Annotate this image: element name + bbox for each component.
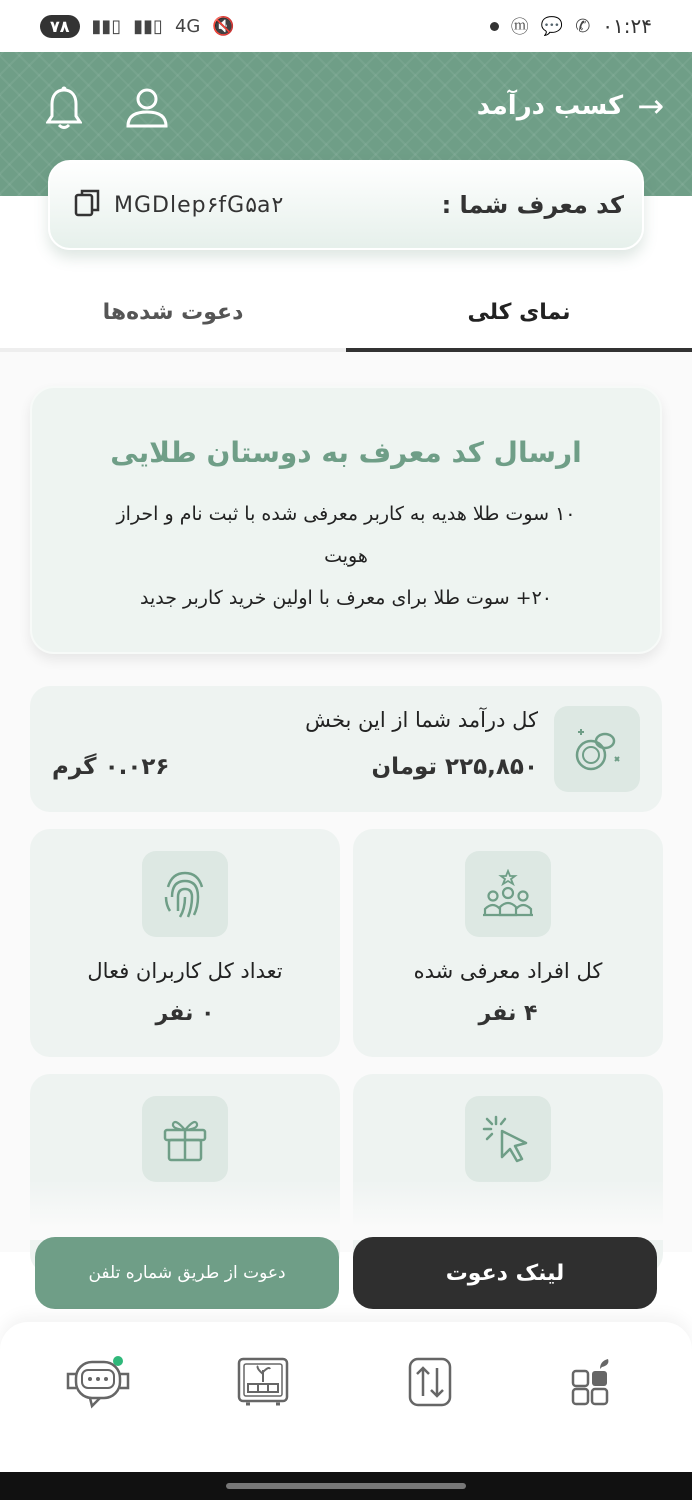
fingerprint-icon xyxy=(142,851,228,937)
mute-icon: 🔇 xyxy=(212,15,235,37)
scroll-fade xyxy=(0,1180,692,1240)
system-navigation-bar xyxy=(0,1472,692,1500)
home-handle[interactable] xyxy=(226,1483,466,1489)
promo-card xyxy=(30,386,662,654)
status-left xyxy=(40,15,235,38)
income-toman: ۲۲۵,۸۵۰ تومان xyxy=(371,754,538,780)
gold-store-icon[interactable] xyxy=(225,1352,301,1412)
referral-code-card xyxy=(48,160,644,250)
income-gram: ۰.۰۲۶ گرم xyxy=(52,754,170,780)
tab-overview[interactable]: نمای کلی xyxy=(346,276,692,348)
referral-code: MGDlep۶fG۵a۲ xyxy=(114,192,284,218)
back-button[interactable] xyxy=(476,87,664,125)
status-right xyxy=(490,13,652,39)
tab-invited[interactable]: دعوت شده‌ها xyxy=(102,299,244,325)
notification-dot-icon xyxy=(490,22,499,31)
bell-icon[interactable] xyxy=(46,86,82,130)
network-type: 4G xyxy=(174,15,201,37)
gift-icon xyxy=(142,1096,228,1182)
battery-indicator: ۷۸ xyxy=(40,15,80,38)
support-chat-icon[interactable] xyxy=(60,1352,136,1412)
stat-value: ۴ نفر xyxy=(478,1001,538,1026)
stat-title: تعداد کل کاربران فعال xyxy=(87,959,283,983)
transfer-icon[interactable] xyxy=(392,1352,468,1412)
invite-link-button[interactable]: لینک دعوت xyxy=(353,1237,657,1309)
clock: ۰۱:۲۴ xyxy=(602,14,652,38)
invite-phone-button[interactable]: دعوت از طریق شماره تلفن xyxy=(35,1237,339,1309)
referral-label: کد معرف شما : xyxy=(441,191,624,219)
promo-line-1: ۱۰ سوت طلا هدیه به کاربر معرفی شده با ثبت نام و احراز هویت xyxy=(116,503,576,567)
tab-bar xyxy=(0,276,692,352)
dashboard-icon[interactable] xyxy=(555,1352,631,1412)
copy-icon[interactable] xyxy=(74,188,100,222)
stat-card-referred xyxy=(353,829,663,1057)
stat-title: کل افراد معرفی شده xyxy=(413,959,603,983)
status-bar xyxy=(0,0,692,52)
promo-title: ارسال کد معرف به دوستان طلایی xyxy=(110,436,582,469)
header-actions xyxy=(46,86,170,130)
signal-icon: ▮▮▯ xyxy=(91,15,122,37)
promo-line-2: ۲۰+ سوت طلا برای معرف با اولین خرید کاربر جدید xyxy=(140,587,552,609)
coins-icon xyxy=(554,706,640,792)
click-cursor-icon xyxy=(465,1096,551,1182)
arrow-right-icon[interactable]: → xyxy=(637,87,664,125)
income-card xyxy=(30,686,662,812)
income-title: کل درآمد شما از این بخش xyxy=(305,708,538,732)
bottom-navigation xyxy=(0,1322,692,1472)
chat-icon: 💬 xyxy=(540,15,564,37)
people-icon xyxy=(465,851,551,937)
signal-icon-2: ▮▮▯ xyxy=(133,15,163,37)
user-icon[interactable] xyxy=(124,88,170,128)
app-m-icon: ⓜ xyxy=(510,17,529,38)
whatsapp-icon: ✆ xyxy=(575,15,591,37)
stat-value: ۰ نفر xyxy=(155,1001,215,1026)
page-title: کسب درآمد xyxy=(476,91,624,121)
stat-card-active-users xyxy=(30,829,340,1057)
referral-code-wrap[interactable] xyxy=(74,188,283,222)
